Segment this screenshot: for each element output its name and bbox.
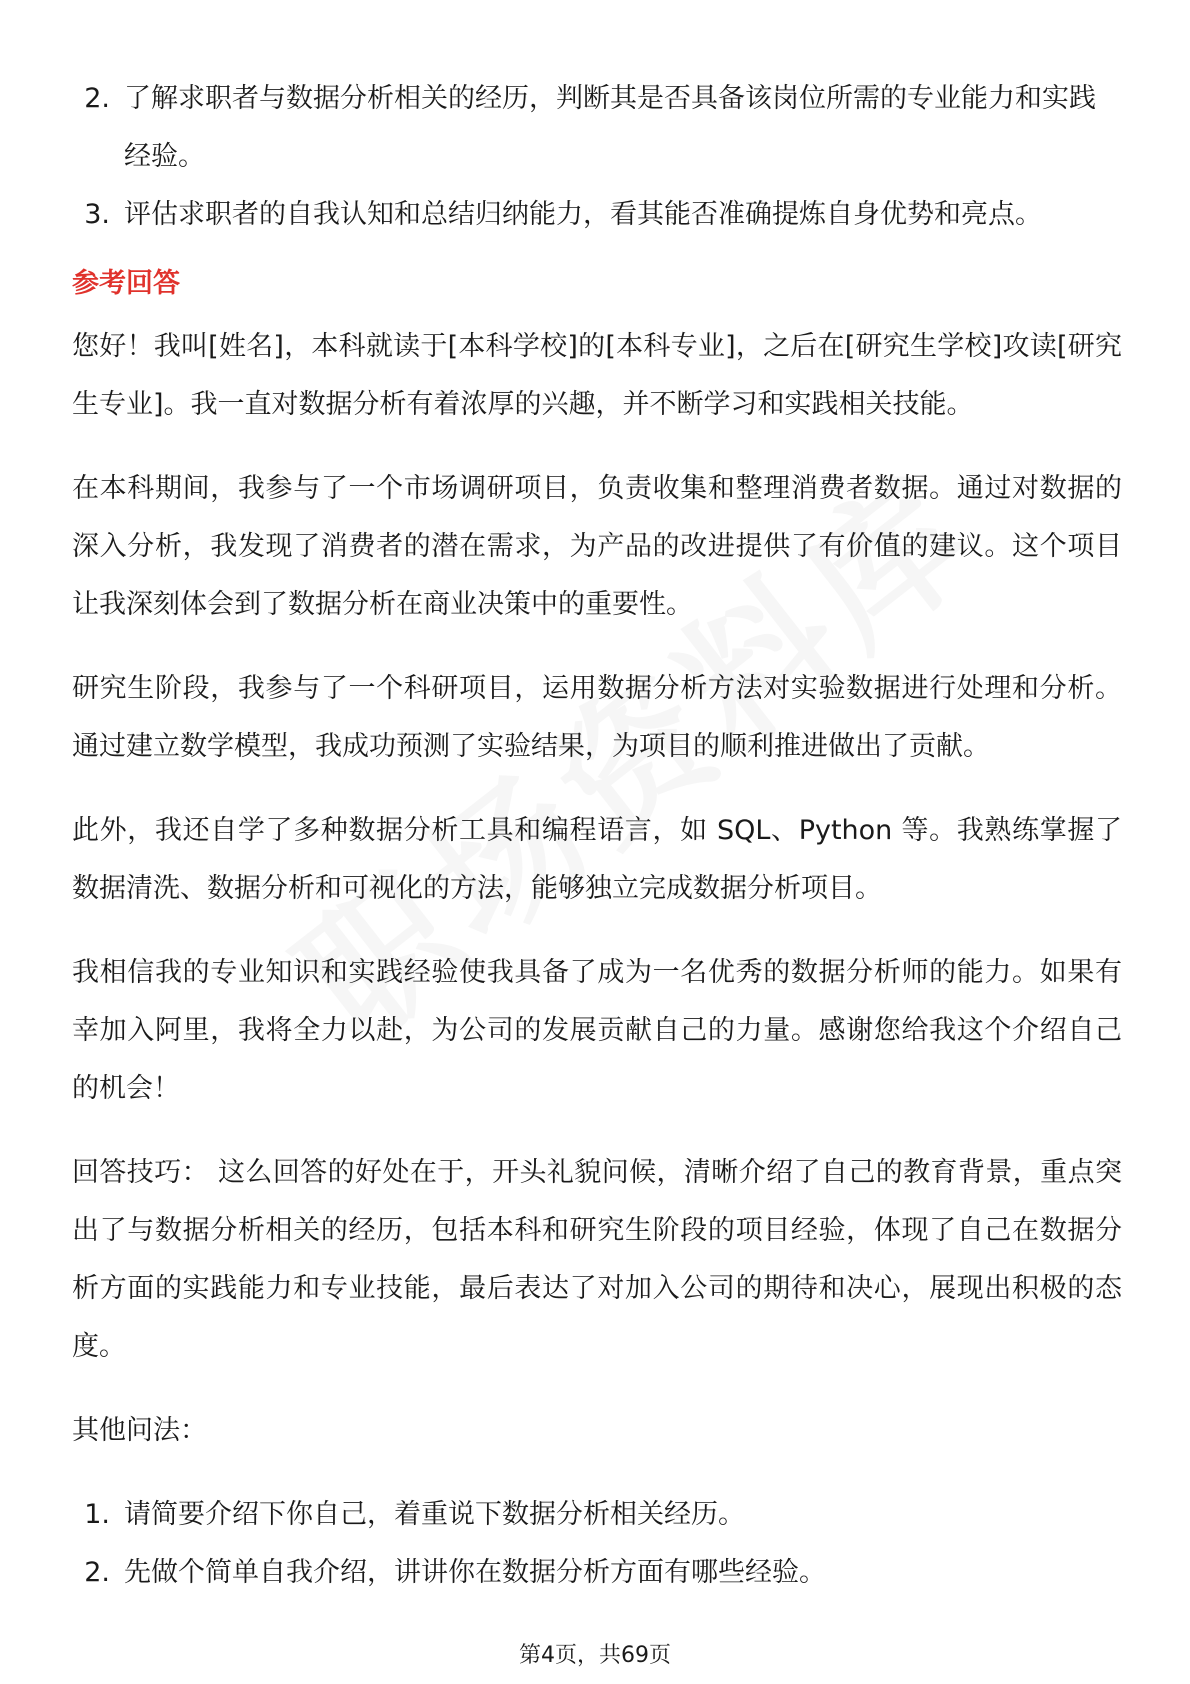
list-item-text: 请简要介绍下你自己，着重说下数据分析相关经历。 [124, 1499, 745, 1530]
section-title: 参考回答 [72, 268, 180, 299]
page-content [72, 70, 1122, 1602]
list-item-text: 先做个简单自我介绍，讲讲你在数据分析方面有哪些经验。 [124, 1557, 826, 1588]
list-item [72, 1486, 1122, 1544]
list-item-number: 1. [84, 1499, 110, 1530]
page-footer: 第4页，共69页 [519, 1643, 671, 1668]
paragraph-graduate: 研究生阶段，我参与了一个科研项目，运用数据分析方法对实验数据进行处理和分析。通过建立数学模型，我成功预测了实验结果，为项目的顺利推进做出了贡献。 [72, 673, 1122, 762]
list-item-number: 3. [84, 199, 110, 230]
bottom-numbered-list [72, 1486, 1122, 1602]
list-item-text: 评估求职者的自我认知和总结归纳能力，看其能否准确提炼自身优势和亮点。 [124, 199, 1042, 230]
paragraph-other-questions: 其他问法： [72, 1415, 207, 1446]
list-item [72, 186, 1122, 244]
list-item-number: 2. [84, 1557, 110, 1588]
top-numbered-list [72, 70, 1122, 244]
paragraph-undergrad: 在本科期间，我参与了一个市场调研项目，负责收集和整理消费者数据。通过对数据的深入分析，我发现了消费者的潜在需求，为产品的改进提供了有价值的建议。这个项目让我深刻体会到了数据分析在商业决策中的重要性。 [72, 473, 1122, 620]
paragraph-tips: 回答技巧： 这么回答的好处在于，开头礼貌问候，清晰介绍了自己的教育背景，重点突出了与数据分析相关的经历，包括本科和研究生阶段的项目经验，体现了自己在数据分析方面的实践能力和专业技能，最后表达了对加入公司的期待和决心，展现出积极的态度。 [72, 1157, 1122, 1362]
list-item [72, 70, 1122, 186]
paragraph-intro: 您好！我叫[姓名]，本科就读于[本科学校]的[本科专业]，之后在[研究生学校]攻读[研究生专业]。我一直对数据分析有着浓厚的兴趣，并不断学习和实践相关技能。 [72, 331, 1122, 420]
paragraph-closing: 我相信我的专业知识和实践经验使我具备了成为一名优秀的数据分析师的能力。如果有幸加入阿里，我将全力以赴，为公司的发展贡献自己的力量。感谢您给我这个介绍自己的机会！ [72, 957, 1122, 1104]
list-item [72, 1544, 1122, 1602]
list-item-text: 了解求职者与数据分析相关的经历，判断其是否具备该岗位所需的专业能力和实践经验。 [124, 83, 1096, 172]
list-item-number: 2. [84, 83, 110, 114]
paragraph-skills: 此外，我还自学了多种数据分析工具和编程语言，如 SQL、Python 等。我熟练掌握了数据清洗、数据分析和可视化的方法，能够独立完成数据分析项目。 [72, 815, 1122, 904]
